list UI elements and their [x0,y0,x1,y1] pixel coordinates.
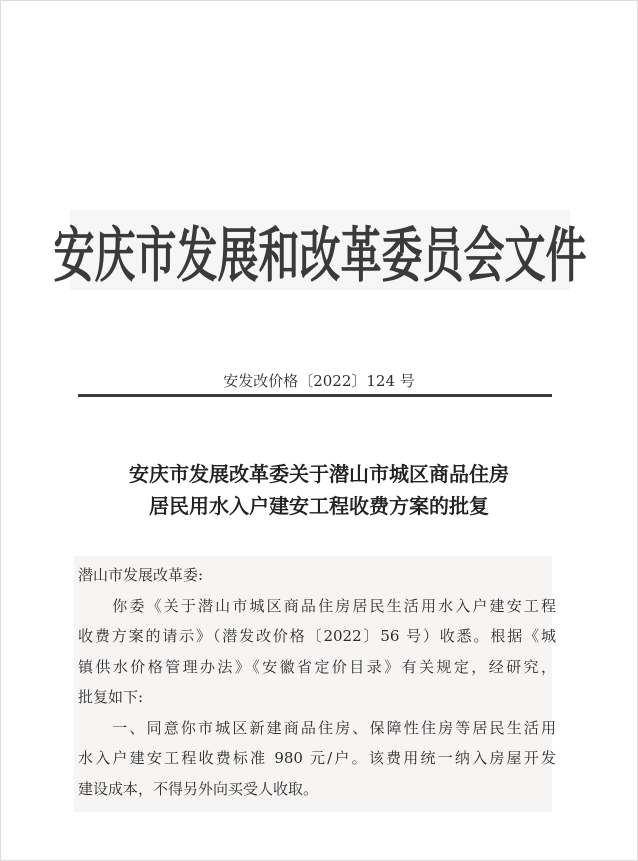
body-line: 收费方案的请示》（潜发改价格〔2022〕56 号）收悉。根据《城 [78,627,556,645]
body-line: 镇供水价格管理办法》《安徽省定价目录》有关规定，经研究， [78,657,556,676]
title-line-1: 安庆市发展改革委关于潜山市城区商品住房 [129,462,509,486]
body-line: 水入户建安工程收费标准 980 元/户。该费用统一纳入房屋开发 [78,749,556,767]
body-line: 批复如下: [78,688,144,706]
masthead [53,210,587,290]
document-number: 安发改价格〔2022〕124 号 [223,372,415,390]
header-divider [78,394,552,397]
body-line: 建设成本，不得另外向买受人收取。 [78,779,319,798]
body-line: 一、同意你市城区新建商品住房、保障性住房等居民生活用 [78,718,556,737]
document-title [60,458,578,522]
salutation: 潜山市发展改革委: [78,566,204,584]
body-line: 你委《关于潜山市城区商品住房居民生活用水入户建安工程 [78,596,556,615]
document-body [78,560,556,804]
title-line-2: 居民用水入户建安工程收费方案的批复 [149,494,489,518]
masthead-title: 安庆市发展和改革委员会文件 [53,220,587,290]
